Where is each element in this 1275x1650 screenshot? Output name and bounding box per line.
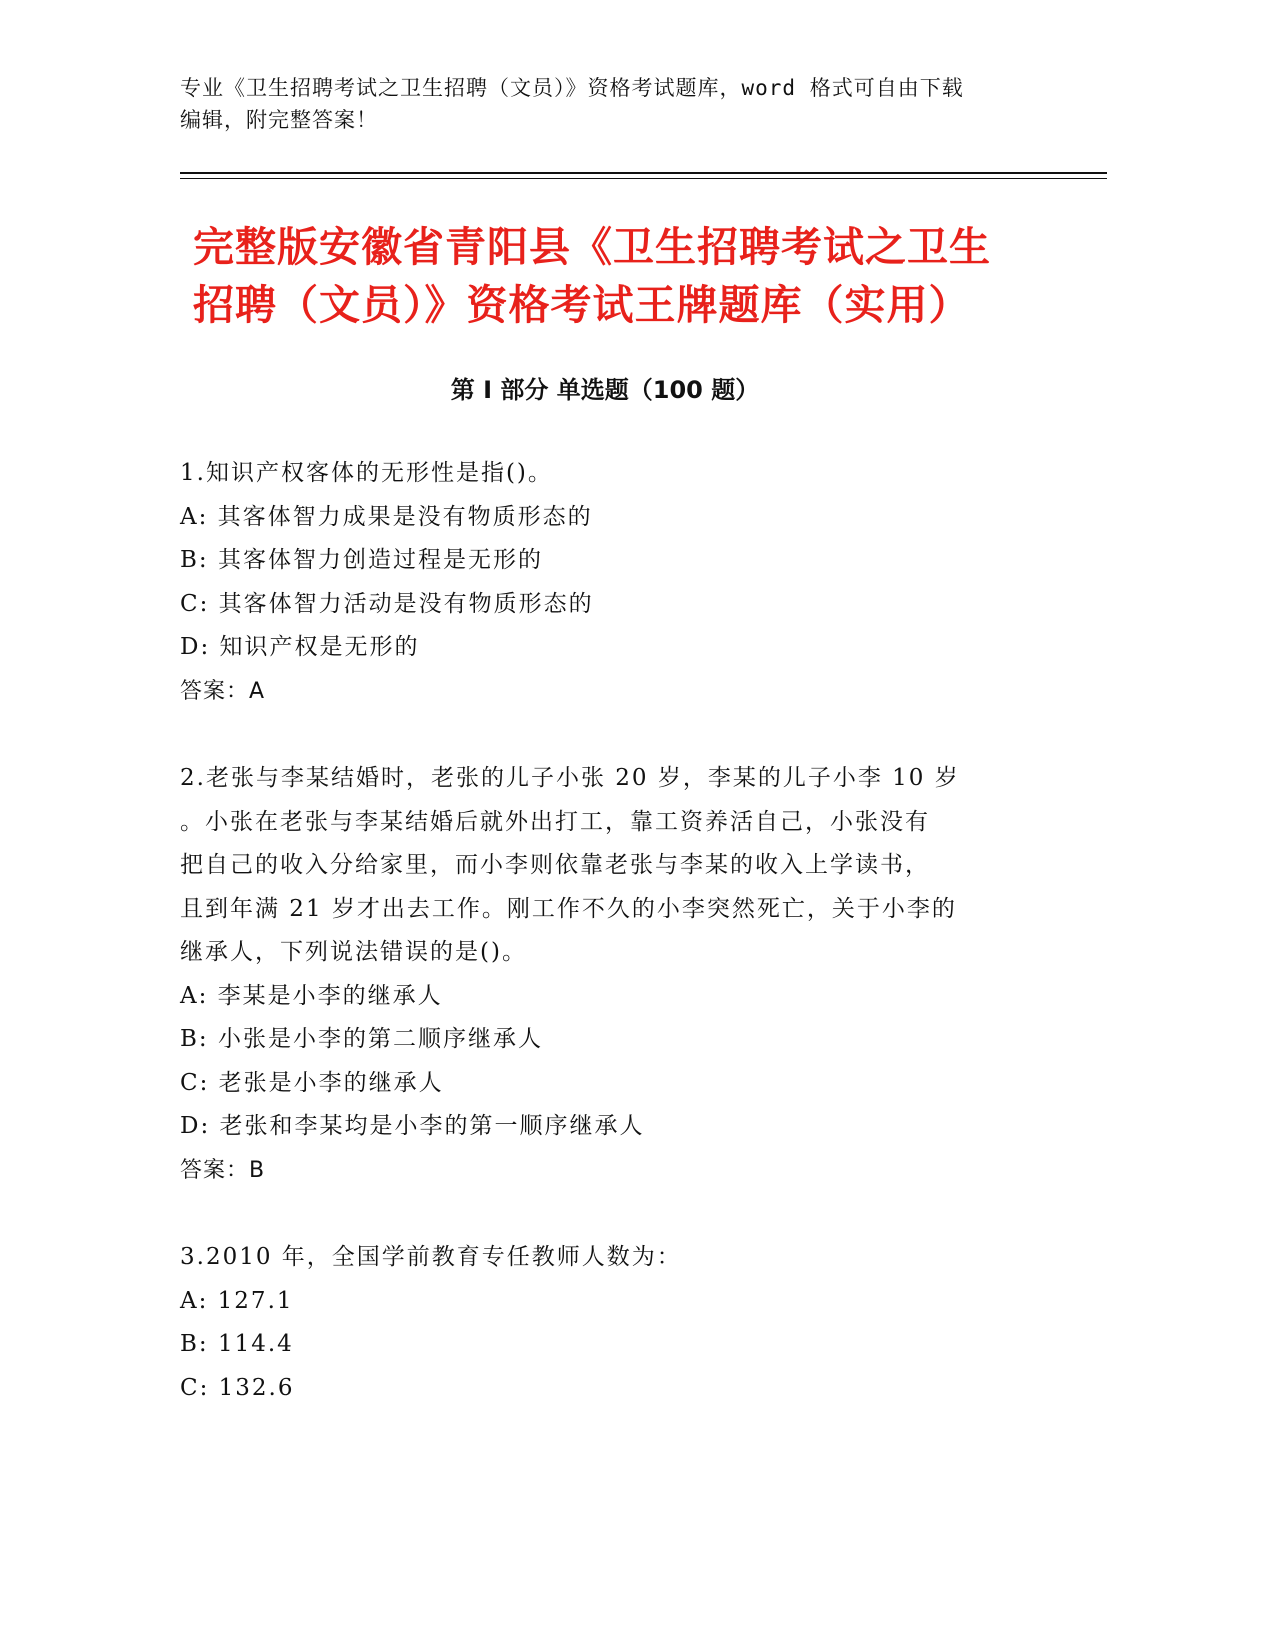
option-d: D: 老张和李某均是小李的第一顺序继承人: [180, 1113, 645, 1139]
question-2: [180, 757, 1040, 1192]
option-c: C: 其客体智力活动是没有物质形态的: [180, 590, 594, 617]
option-c: C: 老张是小李的继承人: [180, 1069, 444, 1096]
question-list: [180, 452, 1040, 1454]
document-title-line-1: 完整版安徽省青阳县《卫生招聘考试之卫生: [193, 223, 991, 271]
option-c: C: 132.6: [180, 1374, 295, 1401]
answer: 答案：A: [180, 678, 266, 704]
question-1: [180, 452, 1040, 713]
document-title: [193, 218, 1093, 334]
question-stem-line: 2.老张与李某结婚时，老张的儿子小张 20 岁，李某的儿子小李 10 岁: [180, 765, 960, 791]
document-title-line-2: 招聘（文员）》资格考试王牌题库（实用）: [193, 281, 971, 329]
answer: 答案：B: [180, 1157, 266, 1183]
question-stem-line: 。小张在老张与李某结婚后就外出打工，靠工资养活自己，小张没有: [180, 808, 930, 835]
option-a: A: 李某是小李的继承人: [180, 982, 443, 1009]
question-3: [180, 1236, 1040, 1410]
option-b: B: 114.4: [180, 1331, 294, 1357]
header-divider-thin: [180, 178, 1107, 179]
question-stem-line: 且到年满 21 岁才出去工作。刚工作不久的小李突然死亡，关于小李的: [180, 895, 957, 922]
option-d: D: 知识产权是无形的: [180, 634, 420, 660]
question-stem-line: 3.2010 年，全国学前教育专任教师人数为：: [180, 1244, 682, 1270]
option-a: A: 127.1: [180, 1287, 294, 1314]
option-b: B: 其客体智力创造过程是无形的: [180, 547, 543, 573]
section-heading: 第 I 部分 单选题（100 题）: [450, 376, 760, 404]
question-stem-line: 1.知识产权客体的无形性是指()。: [180, 460, 553, 486]
option-a: A: 其客体智力成果是没有物质形态的: [180, 503, 593, 530]
header-note-line-1: 专业《卫生招聘考试之卫生招聘（文员）》资格考试题库，word 格式可自由下载: [180, 76, 964, 100]
header-note: [180, 72, 1080, 136]
header-divider-thick: [180, 172, 1107, 174]
question-stem-line: 把自己的收入分给家里，而小李则依靠老张与李某的收入上学读书，: [180, 852, 930, 878]
question-stem-line: 继承人，下列说法错误的是()。: [180, 939, 527, 965]
header-note-line-2: 编辑，附完整答案！: [180, 108, 378, 132]
option-b: B: 小张是小李的第二顺序继承人: [180, 1026, 543, 1052]
